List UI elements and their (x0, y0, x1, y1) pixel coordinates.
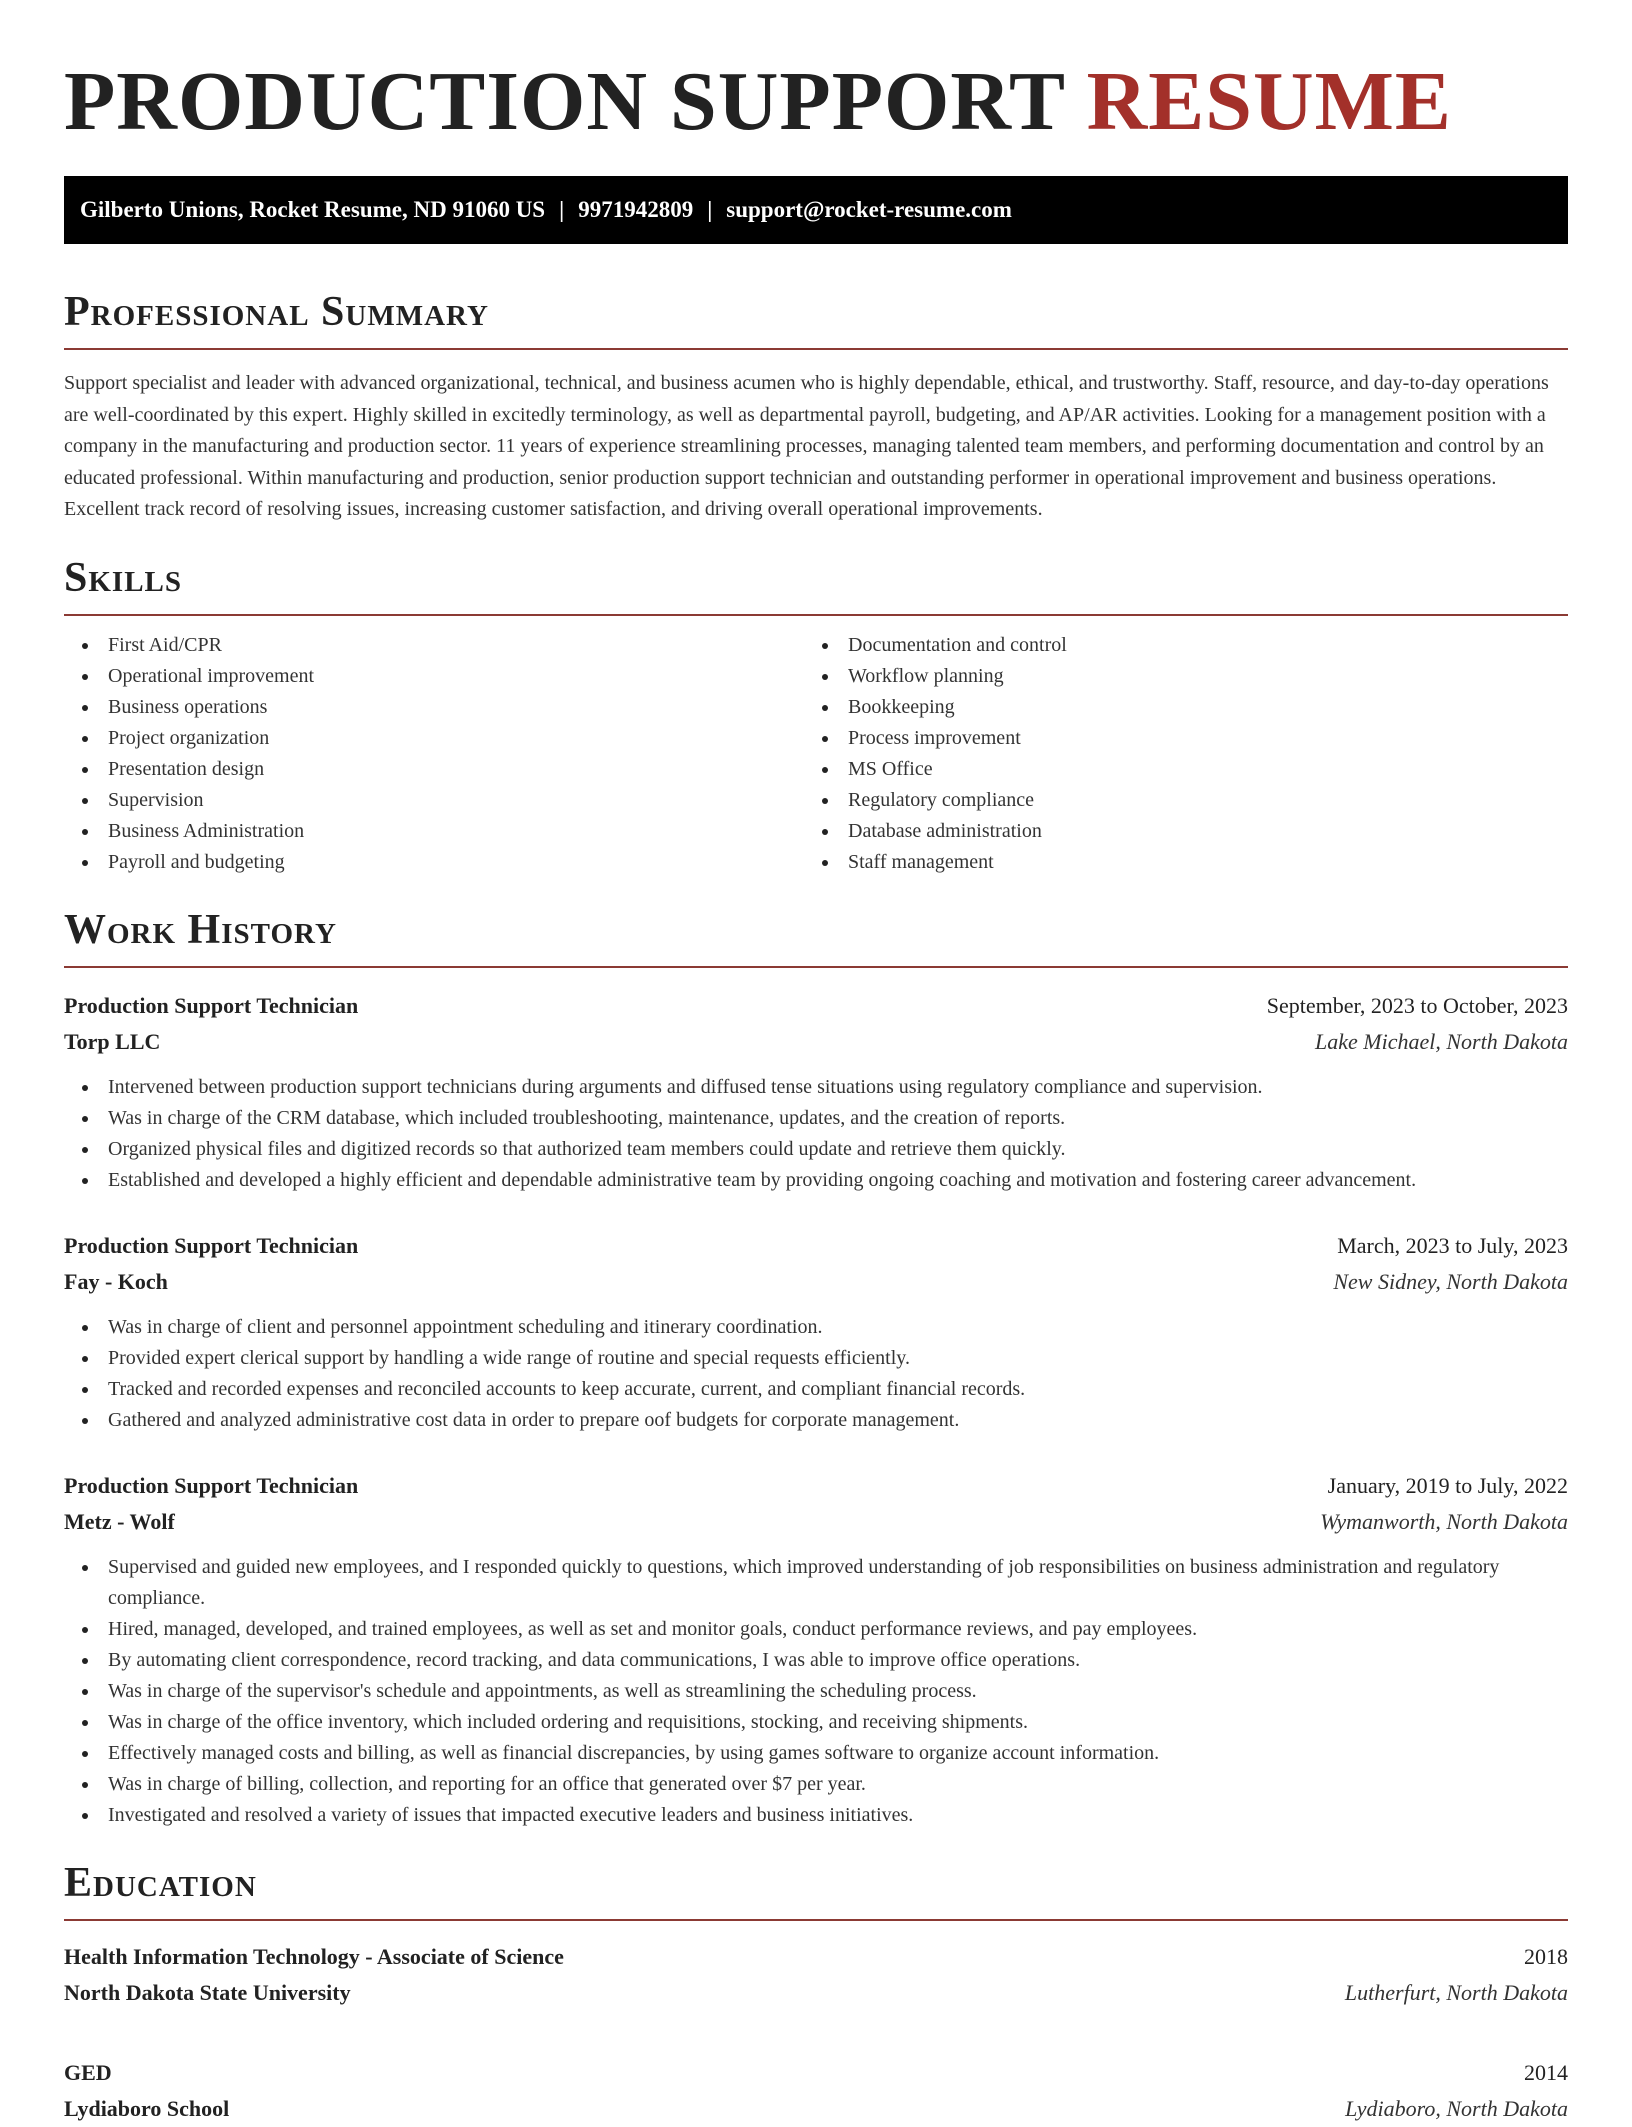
job-company-row (64, 1504, 1568, 1540)
title-accent: RESUME (1086, 55, 1452, 148)
education-school: Lydiaboro School (64, 2095, 230, 2121)
contact-email[interactable]: support@rocket-resume.com (726, 197, 1012, 222)
job-company-row (64, 1264, 1568, 1300)
skill-item: MS Office (804, 754, 1544, 785)
job-bullet: Effectively managed costs and billing, as well as financial discrepancies, by using games software to organize account information. (64, 1738, 1568, 1769)
summary-text: Support specialist and leader with advanced organizational, technical, and business acumen who is highly dependable, ethical, and trustworthy. Staff, resource, and day-to-day operations are well-coordinated by this expert. Highly skilled in excitedly terminology, as well as departmental payroll, budgeting, and AP/AR activities. Looking for a management position with a company in the manufacturing and production sector. 11 years of experience streamlining processes, managing talented team members, and performing documentation and control by an educated professional. Within manufacturing and production, senior production support technician and outstanding performer in operational improvement and business operations. Excellent track record of resolving issues, increasing customer satisfaction, and driving overall operational improvements. (64, 372, 1549, 520)
section-heading-skills: Skills (64, 554, 183, 601)
job-bullet: Was in charge of billing, collection, and reporting for an office that generated over $7 per year. (64, 1769, 1568, 1800)
skill-item: Process improvement (804, 723, 1544, 754)
job-bullets (64, 1312, 1568, 1436)
skill-item: Project organization (64, 723, 804, 754)
job-header-row (64, 1468, 1568, 1504)
skill-item: Workflow planning (804, 661, 1544, 692)
job-company-row (64, 1024, 1568, 1060)
education-section (64, 1857, 1568, 2127)
section-heading-education: Education (64, 1859, 257, 1906)
job-bullet: Was in charge of the CRM database, which included troubleshooting, maintenance, updates, and the creation of reports. (64, 1103, 1568, 1134)
contact-address: Gilberto Unions, Rocket Resume, ND 91060 US (80, 197, 546, 222)
education-location: Lutherfurt, North Dakota (1344, 1979, 1568, 2005)
job-bullets (64, 1552, 1568, 1831)
job-bullet: Hired, managed, developed, and trained employees, as well as set and monitor goals, conduct performance reviews, and pay employees. (64, 1614, 1568, 1645)
skill-item: Documentation and control (804, 630, 1544, 661)
job-bullet: Tracked and recorded expenses and reconciled accounts to keep accurate, current, and compliant financial records. (64, 1374, 1568, 1405)
education-degree: GED (64, 2059, 112, 2085)
job-dates: September, 2023 to October, 2023 (1266, 992, 1568, 1018)
section-heading-work-history: Work History (64, 906, 337, 953)
education-location: Lydiaboro, North Dakota (1345, 2095, 1568, 2121)
contact-bar (64, 176, 1568, 244)
skill-item: Operational improvement (64, 661, 804, 692)
skills-column-right (804, 630, 1544, 878)
job-bullet: Was in charge of the supervisor's schedule and appointments, as well as streamlining the scheduling process. (64, 1676, 1568, 1707)
skill-item: Business operations (64, 692, 804, 723)
job-company: Metz - Wolf (64, 1508, 175, 1534)
title-main: PRODUCTION SUPPORT (64, 55, 1065, 148)
section-heading-summary: Professional Summary (64, 289, 489, 335)
job-bullet: Gathered and analyzed administrative cost data in order to prepare oof budgets for corporate management. (64, 1405, 1568, 1436)
section-divider (64, 614, 1568, 616)
job-bullet: By automating client correspondence, record tracking, and data communications, I was able to improve office operations. (64, 1645, 1568, 1676)
education-entry (64, 1939, 1568, 2011)
skill-item: Supervision (64, 785, 804, 816)
section-divider (64, 1919, 1568, 1921)
job-bullet: Investigated and resolved a variety of issues that impacted executive leaders and business initiatives. (64, 1800, 1568, 1831)
education-entry (64, 2055, 1568, 2127)
job-entry (64, 988, 1568, 1196)
education-school: North Dakota State University (64, 1979, 351, 2005)
skill-item: Presentation design (64, 754, 804, 785)
skill-item: Bookkeeping (804, 692, 1544, 723)
job-bullet: Provided expert clerical support by handling a wide range of routine and special requests efficiently. (64, 1343, 1568, 1374)
education-header-row (64, 1939, 1568, 1975)
job-bullet: Organized physical files and digitized records so that authorized team members could update and retrieve them quickly. (64, 1134, 1568, 1165)
job-location: Wymanworth, North Dakota (1320, 1508, 1568, 1534)
job-entry (64, 1228, 1568, 1436)
job-header-row (64, 988, 1568, 1024)
education-year: 2018 (1524, 1943, 1568, 1969)
contact-separator: | (559, 197, 565, 222)
job-dates: March, 2023 to July, 2023 (1337, 1232, 1568, 1258)
job-title: Production Support Technician (64, 1472, 359, 1498)
skill-item: Database administration (804, 816, 1544, 847)
skill-item: Payroll and budgeting (64, 847, 804, 878)
work-history-section (64, 904, 1568, 1831)
job-bullet: Was in charge of the office inventory, which included ordering and requisitions, stocking, and receiving shipments. (64, 1707, 1568, 1738)
skill-item: Regulatory compliance (804, 785, 1544, 816)
job-location: Lake Michael, North Dakota (1315, 1028, 1568, 1054)
job-entry (64, 1468, 1568, 1831)
education-header-row (64, 2055, 1568, 2091)
education-school-row (64, 1975, 1568, 2011)
skill-item: First Aid/CPR (64, 630, 804, 661)
education-year: 2014 (1524, 2059, 1568, 2085)
job-bullet: Established and developed a highly efficient and dependable administrative team by providing ongoing coaching and motivation and fostering career advancement. (64, 1165, 1568, 1196)
skills-section (64, 552, 1568, 878)
job-header-row (64, 1228, 1568, 1264)
job-title: Production Support Technician (64, 992, 359, 1018)
education-degree: Health Information Technology - Associate of Science (64, 1943, 564, 1969)
job-bullet: Was in charge of client and personnel appointment scheduling and itinerary coordination. (64, 1312, 1568, 1343)
education-school-row (64, 2091, 1568, 2127)
job-location: New Sidney, North Dakota (1333, 1268, 1568, 1294)
skill-item: Staff management (804, 847, 1544, 878)
section-divider (64, 966, 1568, 968)
skill-item: Business Administration (64, 816, 804, 847)
job-title: Production Support Technician (64, 1232, 359, 1258)
job-company: Fay - Koch (64, 1268, 168, 1294)
job-bullets (64, 1072, 1568, 1196)
job-company: Torp LLC (64, 1028, 161, 1054)
resume-title (64, 0, 1568, 152)
job-bullet: Supervised and guided new employees, and I responded quickly to questions, which improved understanding of job responsibilities on business administration and regulatory compliance. (64, 1552, 1568, 1614)
skills-column-left (64, 630, 804, 878)
summary-section (64, 286, 1568, 526)
contact-phone: 9971942809 (578, 197, 694, 222)
job-dates: January, 2019 to July, 2022 (1327, 1472, 1568, 1498)
resume-page (64, 0, 1568, 2127)
job-bullet: Intervened between production support technicians during arguments and diffused tense situations using regulatory compliance and supervision. (64, 1072, 1568, 1103)
skills-columns (64, 630, 1568, 878)
contact-separator: | (707, 197, 713, 222)
section-divider (64, 348, 1568, 350)
